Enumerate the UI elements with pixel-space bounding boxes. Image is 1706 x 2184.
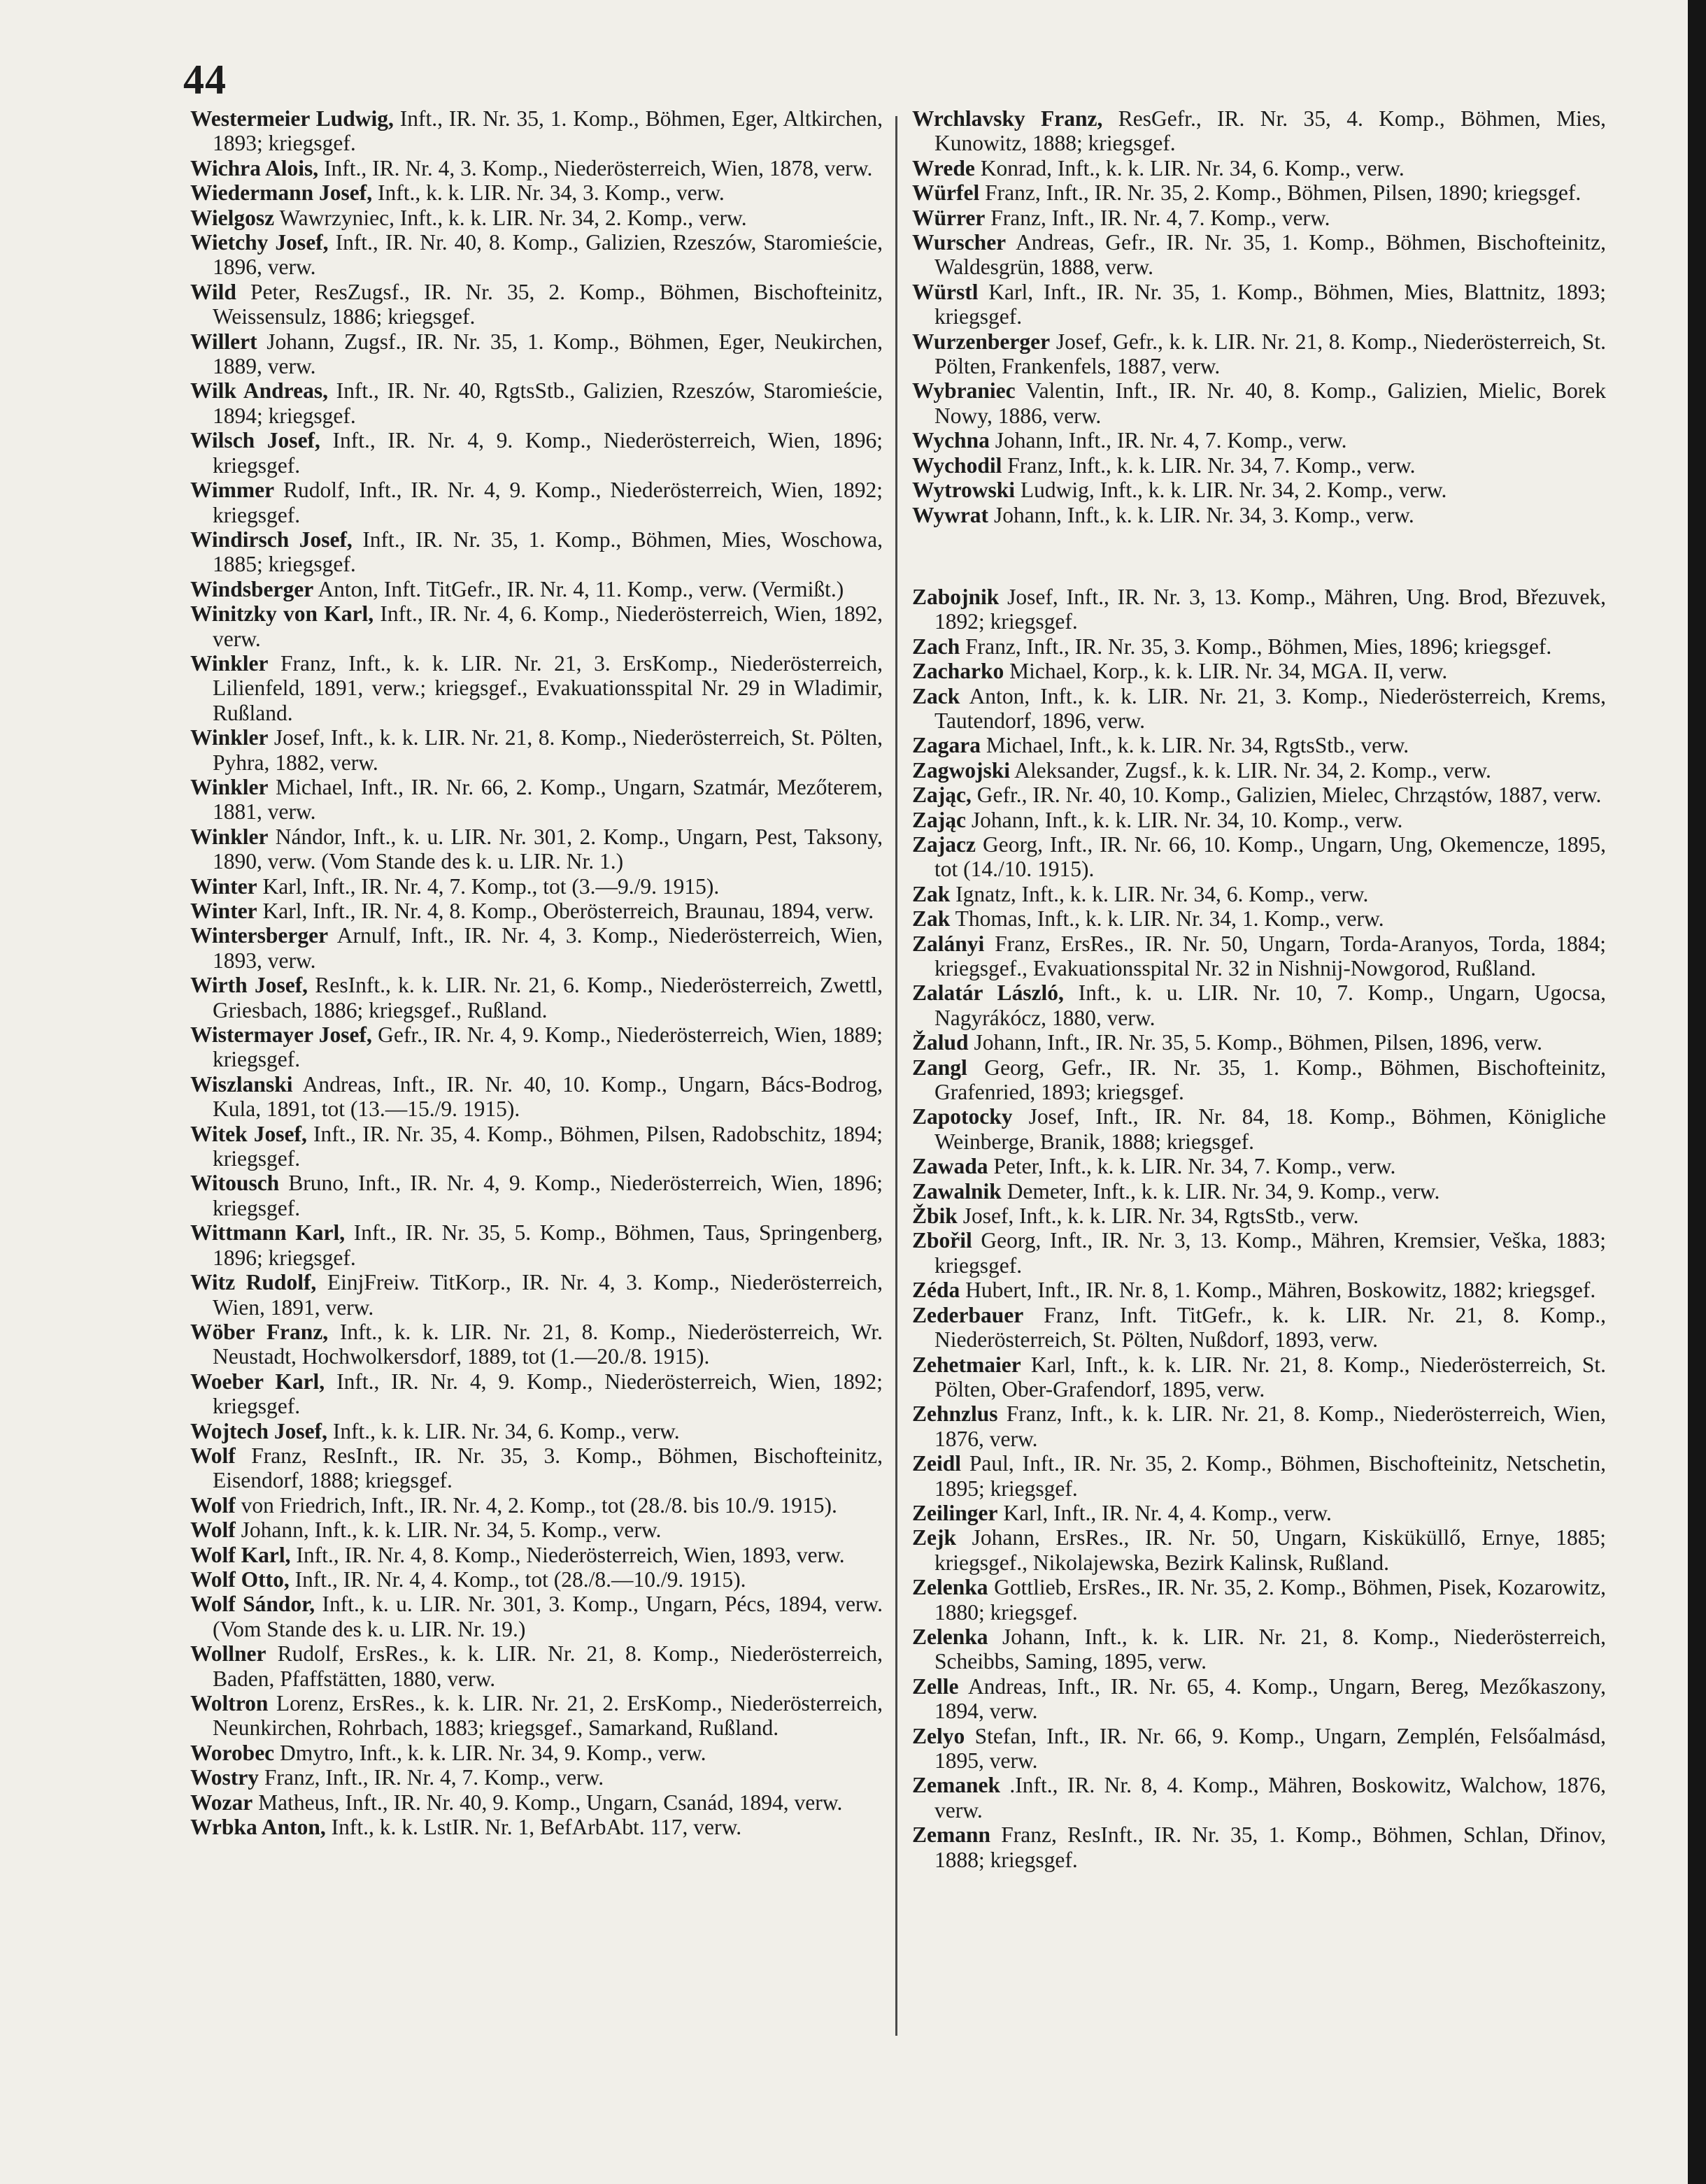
entry-name: Zapotocky	[912, 1104, 1013, 1129]
register-entry	[190, 1419, 883, 1443]
entry-name: Wolf Sándor,	[190, 1592, 315, 1617]
entry-details: Michael, Korp., k. k. LIR. Nr. 34, MGA. II, verw.	[1009, 659, 1448, 684]
entry-name: Würrer	[912, 205, 986, 230]
z-section	[912, 585, 1606, 1872]
entry-name: Zak	[912, 906, 951, 932]
entry-name: Zelle	[912, 1673, 959, 1699]
entry-name: Wolf Karl,	[190, 1542, 291, 1567]
entry-name: Winkler	[190, 824, 269, 849]
register-entry	[190, 1122, 883, 1171]
entry-details: Karl, Inft., IR. Nr. 4, 4. Komp., verw.	[1003, 1500, 1332, 1525]
entry-name: Zelenka	[912, 1575, 988, 1600]
register-entry	[190, 180, 883, 205]
entry-name: Winter	[190, 899, 257, 923]
entry-details: Konrad, Inft., k. k. LIR. Nr. 34, 6. Komp., verw.	[980, 155, 1405, 180]
entry-name: Winkler	[190, 774, 269, 799]
entry-details: Dmytro, Inft., k. k. LIR. Nr. 34, 9. Komp., verw.	[280, 1740, 706, 1765]
register-entry	[912, 1575, 1606, 1625]
entry-details: Demeter, Inft., k. k. LIR. Nr. 34, 9. Komp., verw.	[1007, 1178, 1440, 1204]
entry-details: Josef, Inft., k. k. LIR. Nr. 21, 8. Komp., Niederösterreich, St. Pölten, Pyhra, 1882, verw.	[213, 725, 883, 775]
register-entry	[912, 280, 1606, 329]
entry-name: Zederbauer	[912, 1302, 1024, 1327]
entry-name: Wostry	[190, 1765, 259, 1790]
entry-details: Inft., IR. Nr. 35, 1. Komp., Böhmen, Mies, Woschowa, 1885; kriegsgef.	[213, 527, 883, 577]
entry-name: Wietchy Josef,	[190, 230, 329, 255]
entry-name: Zach	[912, 634, 960, 659]
register-entry	[912, 478, 1606, 502]
entry-details: Inft., IR. Nr. 4, 6. Komp., Niederösterreich, Wien, 1892, verw.	[213, 601, 883, 651]
entry-details: Ignatz, Inft., k. k. LIR. Nr. 34, 6. Komp., verw.	[955, 881, 1369, 906]
register-entry	[190, 230, 883, 280]
entry-details: EinjFreiw. TitKorp., IR. Nr. 4, 3. Komp., Niederösterreich, Wien, 1891, verw.	[213, 1270, 883, 1320]
register-entry	[912, 1625, 1606, 1674]
register-entry	[912, 1154, 1606, 1178]
entry-name: Wolf Otto,	[190, 1566, 290, 1592]
entry-name: Windirsch Josef,	[190, 527, 353, 552]
entry-name: Zak	[912, 881, 951, 906]
register-entry	[912, 180, 1606, 205]
entry-name: Wolf	[190, 1492, 236, 1518]
entry-details: Josef, Inft., IR. Nr. 84, 18. Komp., Böhmen, Königliche Weinberge, Branik, 1888; kriegsgef.	[934, 1104, 1607, 1154]
register-entry	[190, 329, 883, 379]
entry-name: Zalányi	[912, 931, 985, 956]
entry-name: Wild	[190, 279, 236, 304]
entry-name: Wimmer	[190, 478, 275, 503]
entry-name: Wurscher	[912, 230, 1007, 255]
register-entry	[190, 1320, 883, 1369]
entry-name: Wielgosz	[190, 205, 275, 230]
entry-name: Wintersberger	[190, 923, 329, 948]
register-entry	[912, 808, 1606, 832]
entry-details: von Friedrich, Inft., IR. Nr. 4, 2. Komp., tot (28./8. bis 10./9. 1915).	[241, 1492, 837, 1518]
entry-details: Inft., IR. Nr. 35, 4. Komp., Böhmen, Pilsen, Radobschitz, 1894; kriegsgef.	[213, 1121, 883, 1171]
register-entry	[912, 980, 1606, 1030]
entry-details: Josef, Gefr., k. k. LIR. Nr. 21, 8. Komp., Niederösterreich, St. Pölten, Frankenfels, 1887, verw.	[934, 329, 1606, 379]
register-entry	[190, 478, 883, 527]
entry-name: Zagwojski	[912, 757, 1011, 783]
entry-details: Inft., k. u. LIR. Nr. 301, 3. Komp., Ungarn, Pécs, 1894, verw. (Vom Stande des k. u. LIR. Nr. 19.)	[213, 1592, 883, 1641]
entry-details: Johann, Inft., k. k. LIR. Nr. 21, 8. Komp., Niederösterreich, Scheibbs, Saming, 1895, verw.	[934, 1624, 1606, 1674]
entry-name: Westermeier Ludwig,	[190, 106, 394, 131]
page-number: 44	[183, 57, 227, 103]
register-entry	[912, 882, 1606, 906]
entry-name: Wolf	[190, 1443, 236, 1468]
register-entry	[190, 527, 883, 577]
entry-details: Johann, ErsRes., IR. Nr. 50, Ungarn, Kisküküllő, Ernye, 1885; kriegsgef., Nikolajewska, Bezirk Kalinsk, Rußland.	[934, 1525, 1606, 1575]
entry-name: Wurzenberger	[912, 329, 1051, 354]
entry-name: Wozar	[190, 1790, 253, 1815]
register-entry	[912, 932, 1606, 981]
register-entry	[190, 1741, 883, 1765]
register-entry	[190, 775, 883, 825]
entry-name: Zając,	[912, 783, 972, 808]
register-entry	[190, 156, 883, 180]
page-edge	[1688, 0, 1706, 2184]
register-entry	[912, 453, 1606, 478]
entry-name: Wilsch Josef,	[190, 428, 320, 453]
entry-name: Wytrowski	[912, 478, 1016, 503]
entry-name: Wojtech Josef,	[190, 1418, 327, 1443]
entry-name: Zalatár László,	[912, 980, 1064, 1006]
register-entry	[190, 1270, 883, 1320]
register-entry	[912, 758, 1606, 783]
register-entry	[912, 783, 1606, 807]
entry-details: Inft., IR. Nr. 4, 8. Komp., Niederösterreich, Wien, 1893, verw.	[296, 1542, 845, 1567]
entry-details: Andreas, Inft., IR. Nr. 65, 4. Komp., Ungarn, Bereg, Mezőkaszony, 1894, verw.	[934, 1673, 1606, 1724]
right-column	[912, 106, 1606, 1872]
section-gap	[912, 527, 1606, 585]
entry-details: Franz, Inft., IR. Nr. 4, 7. Komp., verw.	[990, 205, 1330, 230]
entry-details: Peter, Inft., k. k. LIR. Nr. 34, 7. Komp., verw.	[993, 1154, 1396, 1179]
entry-details: Inft., IR. Nr. 4, 3. Komp., Niederösterreich, Wien, 1878, verw.	[324, 155, 873, 180]
entry-details: Stefan, Inft., IR. Nr. 66, 9. Komp., Ungarn, Zemplén, Felsőalmásd, 1895, verw.	[934, 1723, 1606, 1773]
entry-details: Franz, Inft., IR. Nr. 4, 7. Komp., verw.	[264, 1765, 604, 1790]
entry-details: Matheus, Inft., IR. Nr. 40, 9. Komp., Ungarn, Csanád, 1894, verw.	[258, 1790, 843, 1815]
register-entry	[190, 1072, 883, 1122]
entry-name: Wiedermann Josef,	[190, 180, 373, 206]
entry-name: Wybraniec	[912, 378, 1016, 404]
register-entry	[190, 106, 883, 156]
entry-details: Michael, Inft., IR. Nr. 66, 2. Komp., Ungarn, Szatmár, Mezőterem, 1881, verw.	[213, 774, 883, 825]
entry-details: Valentin, Inft., IR. Nr. 40, 8. Komp., Galizien, Mielic, Borek Nowy, 1886, verw.	[934, 378, 1606, 428]
left-column	[190, 106, 883, 1839]
entry-name: Zelyo	[912, 1723, 965, 1748]
register-entry	[912, 906, 1606, 931]
entry-details: Thomas, Inft., k. k. LIR. Nr. 34, 1. Komp., verw.	[955, 906, 1384, 932]
entry-details: Gottlieb, ErsRes., IR. Nr. 35, 2. Komp., Böhmen, Pisek, Kozarowitz, 1880; kriegsgef.	[934, 1575, 1606, 1625]
entry-details: Inft., IR. Nr. 4, 4. Komp., tot (28./8.—10./9. 1915).	[294, 1566, 746, 1592]
entry-details: Paul, Inft., IR. Nr. 35, 2. Komp., Böhmen, Bischofteinitz, Netschetin, 1895; kriegsgef.	[934, 1451, 1606, 1501]
register-entry	[912, 733, 1606, 757]
register-entry	[912, 1822, 1606, 1872]
entry-details: Hubert, Inft., IR. Nr. 8, 1. Komp., Mähren, Boskowitz, 1882; kriegsgef.	[965, 1278, 1596, 1303]
entry-details: Anton, Inft. TitGefr., IR. Nr. 4, 11. Komp., verw. (Vermißt.)	[318, 576, 844, 601]
register-entry	[912, 329, 1606, 379]
entry-details: Franz, ErsRes., IR. Nr. 50, Ungarn, Torda-Aranyos, Torda, 1884; kriegsgef., Evakuationsspital Nr. 32 in Nishnij-Nowgorod, Rußland.	[934, 931, 1607, 980]
entry-name: Žbik	[912, 1204, 958, 1229]
register-entry	[190, 378, 883, 428]
register-entry	[190, 1641, 883, 1691]
entry-name: Zehetmaier	[912, 1352, 1021, 1377]
entry-details: Inft., IR. Nr. 4, 9. Komp., Niederösterreich, Wien, 1892; kriegsgef.	[213, 1369, 883, 1419]
register-entry	[912, 1451, 1606, 1501]
entry-name: Wittmann Karl,	[190, 1220, 346, 1246]
entry-details: ResGefr., IR. Nr. 35, 4. Komp., Böhmen, Mies, Kunowitz, 1888; kriegsgef.	[934, 106, 1606, 156]
entry-details: Georg, Gefr., IR. Nr. 35, 1. Komp., Böhmen, Bischofteinitz, Grafenried, 1893; kriegsgef.	[934, 1055, 1607, 1105]
entry-details: Arnulf, Inft., IR. Nr. 4, 3. Komp., Niederösterreich, Wien, 1893, verw.	[213, 923, 883, 973]
entry-details: Rudolf, ErsRes., k. k. LIR. Nr. 21, 8. Komp., Niederösterreich, Baden, Pfaffstätten, 1880, verw.	[213, 1641, 883, 1691]
entry-details: Georg, Inft., IR. Nr. 3, 13. Komp., Mähren, Kremsier, Veška, 1883; kriegsgef.	[934, 1228, 1606, 1278]
entry-details: Nándor, Inft., k. u. LIR. Nr. 301, 2. Komp., Ungarn, Pest, Taksony, 1890, verw. (Vom Stande des k. u. LIR. Nr. 1.)	[213, 824, 883, 874]
entry-details: Karl, Inft., k. k. LIR. Nr. 21, 8. Komp., Niederösterreich, St. Pölten, Ober-Grafendorf, 1895, verw.	[934, 1352, 1606, 1401]
register-entry	[912, 156, 1606, 180]
register-entry	[912, 378, 1606, 428]
entry-name: Zejk	[912, 1525, 956, 1550]
entry-details: Lorenz, ErsRes., k. k. LIR. Nr. 21, 2. ErsKomp., Niederösterreich, Neunkirchen, Rohrbach, 1883; kriegsgef., Samarkand, Rußland.	[213, 1691, 883, 1741]
entry-details: Georg, Inft., IR. Nr. 66, 10. Komp., Ungarn, Ung, Okemencze, 1895, tot (14./10. 1915).	[934, 832, 1606, 882]
entry-details: Johann, Inft., k. k. LIR. Nr. 34, 3. Komp., verw.	[993, 502, 1414, 527]
entry-name: Wrbka Anton,	[190, 1815, 326, 1840]
entry-details: Michael, Inft., k. k. LIR. Nr. 34, RgtsStb., verw.	[986, 733, 1409, 758]
entry-details: Johann, Zugsf., IR. Nr. 35, 1. Komp., Böhmen, Eger, Neukirchen, 1889, verw.	[213, 329, 883, 379]
entry-name: Winkler	[190, 725, 269, 750]
entry-details: Johann, Inft., IR. Nr. 35, 5. Komp., Böhmen, Pilsen, 1896, verw.	[974, 1030, 1542, 1055]
register-entry	[190, 280, 883, 329]
entry-name: Wychodil	[912, 452, 1002, 478]
entry-name: Zajacz	[912, 832, 976, 857]
entry-name: Winter	[190, 873, 257, 899]
entry-name: Woltron	[190, 1691, 269, 1715]
entry-name: Zemann	[912, 1822, 991, 1848]
entry-name: Winkler	[190, 650, 269, 676]
column-divider	[895, 116, 897, 2036]
entry-details: Karl, Inft., IR. Nr. 35, 1. Komp., Böhmen, Mies, Blattnitz, 1893; kriegsgef.	[934, 279, 1606, 329]
entry-details: Gefr., IR. Nr. 4, 9. Komp., Niederösterreich, Wien, 1889; kriegsgef.	[213, 1022, 883, 1072]
entry-details: Bruno, Inft., IR. Nr. 4, 9. Komp., Niederösterreich, Wien, 1896; kriegsgef.	[213, 1171, 883, 1220]
register-entry	[912, 1525, 1606, 1575]
entry-name: Zehnzlus	[912, 1401, 998, 1427]
register-entry	[912, 1204, 1606, 1228]
entry-details: Inft., k. k. LIR. Nr. 21, 8. Komp., Niederösterreich, Wr. Neustadt, Hochwolkersdorf, 1889, tot (1.—20./8. 1915).	[213, 1319, 883, 1369]
register-entry	[190, 1543, 883, 1567]
entry-name: Willert	[190, 329, 257, 354]
entry-details: Inft., k. k. LIR. Nr. 34, 3. Komp., verw.	[378, 180, 725, 206]
entry-name: Wöber Franz,	[190, 1319, 329, 1344]
entry-name: Wilk Andreas,	[190, 378, 328, 404]
entry-details: Josef, Inft., k. k. LIR. Nr. 34, RgtsStb., verw.	[962, 1204, 1359, 1229]
register-entry	[912, 659, 1606, 683]
w-section	[912, 106, 1606, 527]
register-entry	[912, 428, 1606, 452]
entry-details: Rudolf, Inft., IR. Nr. 4, 9. Komp., Niederösterreich, Wien, 1892; kriegsgef.	[213, 478, 883, 527]
entry-details: Aleksander, Zugsf., k. k. LIR. Nr. 34, 2. Komp., verw.	[1014, 757, 1491, 783]
register-entry	[190, 1493, 883, 1518]
register-entry	[190, 973, 883, 1022]
entry-name: Wywrat	[912, 502, 989, 527]
entry-name: Windsberger	[190, 576, 314, 601]
entry-details: Peter, ResZugsf., IR. Nr. 35, 2. Komp., Böhmen, Bischofteinitz, Weissensulz, 1886; kriegsgef.	[213, 279, 883, 329]
register-entry	[912, 1773, 1606, 1822]
entry-details: Inft., k. k. LIR. Nr. 34, 6. Komp., verw.	[332, 1418, 680, 1443]
entry-name: Zbořil	[912, 1228, 972, 1253]
entry-details: Franz, ResInft., IR. Nr. 35, 1. Komp., Böhmen, Schlan, Dřinov, 1888; kriegsgef.	[934, 1822, 1606, 1872]
register-entry	[912, 634, 1606, 659]
register-entry	[190, 1790, 883, 1815]
register-entry	[912, 1724, 1606, 1773]
entry-name: Woeber Karl,	[190, 1369, 325, 1394]
register-entry	[912, 684, 1606, 734]
register-entry	[190, 1567, 883, 1592]
entry-details: ResInft., k. k. LIR. Nr. 21, 6. Komp., Niederösterreich, Zwettl, Griesbach, 1886; kriegsgef., Rußland.	[213, 973, 883, 1022]
entry-name: Zangl	[912, 1055, 967, 1080]
entry-name: Wychna	[912, 428, 990, 453]
entry-name: Wrchlavsky Franz,	[912, 106, 1103, 131]
register-entry	[190, 651, 883, 725]
entry-details: Inft., IR. Nr. 40, RgtsStb., Galizien, Rzeszów, Staromieście, 1894; kriegsgef.	[213, 378, 883, 428]
entry-name: Wistermayer Josef,	[190, 1022, 372, 1048]
register-entry	[190, 899, 883, 923]
register-entry	[912, 503, 1606, 527]
register-entry	[912, 585, 1606, 634]
entry-details: Franz, Inft., IR. Nr. 35, 3. Komp., Böhmen, Mies, 1896; kriegsgef.	[965, 634, 1552, 659]
register-entry	[912, 1104, 1606, 1154]
entry-name: Winitzky von Karl,	[190, 601, 374, 627]
entry-details: Inft., IR. Nr. 4, 9. Komp., Niederösterreich, Wien, 1896; kriegsgef.	[213, 428, 883, 478]
register-entry	[190, 428, 883, 478]
entry-details: Inft., k. u. LIR. Nr. 10, 7. Komp., Ungarn, Ugocsa, Nagyrákócz, 1880, verw.	[934, 980, 1606, 1030]
entry-name: Zeilinger	[912, 1500, 998, 1525]
entry-details: Inft., IR. Nr. 35, 5. Komp., Böhmen, Taus, Springenberg, 1896; kriegsgef.	[213, 1220, 883, 1270]
entry-name: Worobec	[190, 1740, 275, 1765]
register-entry	[190, 1369, 883, 1419]
entry-name: Zeidl	[912, 1451, 962, 1476]
entry-details: Andreas, Inft., IR. Nr. 40, 10. Komp., Ungarn, Bács-Bodrog, Kula, 1891, tot (13.—15./9. 1915).	[213, 1071, 883, 1122]
entry-details: Johann, Inft., IR. Nr. 4, 7. Komp., verw.	[995, 428, 1347, 453]
entry-details: Franz, Inft., k. k. LIR. Nr. 21, 3. ErsKomp., Niederösterreich, Lilienfeld, 1891, verw.; kriegsgef., Evakuationsspital Nr. 29 in Wladimir, Rußland.	[213, 650, 883, 725]
entry-details: Ludwig, Inft., k. k. LIR. Nr. 34, 2. Komp., verw.	[1020, 478, 1447, 503]
register-entry	[190, 577, 883, 601]
register-entry	[190, 1592, 883, 1641]
entry-name: Zawalnik	[912, 1178, 1002, 1204]
entry-details: Inft., IR. Nr. 35, 1. Komp., Böhmen, Eger, Altkirchen, 1893; kriegsgef.	[213, 106, 883, 156]
entry-name: Zemanek	[912, 1773, 1000, 1798]
register-entry	[190, 1691, 883, 1741]
register-entry	[190, 1518, 883, 1542]
entry-details: Inft., k. k. LstIR. Nr. 1, BefArbAbt. 117, verw.	[331, 1815, 742, 1840]
entry-details: Karl, Inft., IR. Nr. 4, 8. Komp., Oberösterreich, Braunau, 1894, verw.	[262, 899, 874, 923]
entry-name: Witousch	[190, 1171, 280, 1196]
entry-name: Zacharko	[912, 659, 1004, 684]
register-entry	[190, 1765, 883, 1790]
entry-details: Franz, Inft., k. k. LIR. Nr. 21, 8. Komp., Niederösterreich, Wien, 1876, verw.	[934, 1401, 1606, 1451]
register-entry	[912, 1303, 1606, 1352]
entry-details: Andreas, Gefr., IR. Nr. 35, 1. Komp., Böhmen, Bischofteinitz, Waldesgrün, 1888, verw.	[934, 230, 1607, 280]
entry-details: Johann, Inft., k. k. LIR. Nr. 34, 5. Komp., verw.	[241, 1518, 662, 1543]
register-entry	[912, 1055, 1606, 1105]
entry-name: Zéda	[912, 1278, 960, 1303]
entry-name: Wolf	[190, 1518, 236, 1543]
entry-name: Zack	[912, 683, 960, 708]
entry-details: Inft., IR. Nr. 40, 8. Komp., Galizien, Rzeszów, Staromieście, 1896, verw.	[213, 230, 883, 280]
register-entry	[912, 1352, 1606, 1402]
entry-details: Wawrzyniec, Inft., k. k. LIR. Nr. 34, 2. Komp., verw.	[279, 205, 747, 230]
entry-details: Franz, Inft., k. k. LIR. Nr. 34, 7. Komp., verw.	[1007, 452, 1416, 478]
entry-details: Franz, Inft. TitGefr., k. k. LIR. Nr. 21, 8. Komp., Niederösterreich, St. Pölten, Nußdorf, 1893, verw.	[934, 1302, 1607, 1352]
register-entry	[912, 1179, 1606, 1204]
register-entry	[190, 825, 883, 874]
register-entry	[190, 1171, 883, 1220]
entry-name: Zawada	[912, 1154, 988, 1179]
entry-name: Žalud	[912, 1030, 969, 1055]
register-entry	[190, 923, 883, 973]
register-entry	[190, 1815, 883, 1839]
entry-details: Johann, Inft., k. k. LIR. Nr. 34, 10. Komp., verw.	[971, 807, 1403, 832]
entry-name: Wirth Josef,	[190, 973, 308, 998]
register-entry	[190, 725, 883, 775]
register-entry	[912, 1674, 1606, 1724]
entry-name: Würfel	[912, 180, 980, 206]
entry-name: Zelenka	[912, 1624, 988, 1649]
register-entry	[912, 230, 1606, 280]
register-entry	[912, 206, 1606, 230]
entry-name: Wrede	[912, 155, 975, 180]
entry-name: Witek Josef,	[190, 1121, 307, 1146]
register-entry	[912, 1401, 1606, 1451]
register-entry	[912, 1501, 1606, 1525]
register-entry	[912, 832, 1606, 882]
entry-name: Wollner	[190, 1641, 266, 1666]
register-entry	[190, 206, 883, 230]
register-entry	[912, 1030, 1606, 1055]
register-entry	[190, 601, 883, 651]
entry-name: Zając	[912, 807, 966, 832]
entry-name: Würstl	[912, 279, 979, 304]
register-entry	[190, 1443, 883, 1493]
entry-name: Zabojnik	[912, 584, 1000, 609]
register-entry	[912, 1228, 1606, 1278]
entry-name: Wichra Alois,	[190, 155, 319, 180]
register-entry	[190, 874, 883, 899]
register-entry	[912, 106, 1606, 156]
entry-name: Witz Rudolf,	[190, 1270, 317, 1295]
entry-details: Karl, Inft., IR. Nr. 4, 7. Komp., tot (3.—9./9. 1915).	[262, 873, 720, 899]
entry-details: Gefr., IR. Nr. 40, 10. Komp., Galizien, Mielec, Chrząstów, 1887, verw.	[976, 783, 1602, 808]
entry-details: Anton, Inft., k. k. LIR. Nr. 21, 3. Komp., Niederösterreich, Krems, Tautendorf, 1896, verw.	[934, 683, 1607, 733]
entry-details: Franz, Inft., IR. Nr. 35, 2. Komp., Böhmen, Pilsen, 1890; kriegsgef.	[985, 180, 1581, 206]
entry-details: Josef, Inft., IR. Nr. 3, 13. Komp., Mähren, Ung. Brod, Březuvek, 1892; kriegsgef.	[934, 584, 1607, 634]
entry-details: Franz, ResInft., IR. Nr. 35, 3. Komp., Böhmen, Bischofteinitz, Eisendorf, 1888; kriegsgef.	[213, 1443, 883, 1493]
register-entry	[912, 1278, 1606, 1302]
register-entry	[190, 1220, 883, 1270]
entry-name: Wiszlanski	[190, 1071, 293, 1097]
entry-name: Zagara	[912, 733, 981, 758]
entry-details: .Inft., IR. Nr. 8, 4. Komp., Mähren, Boskowitz, Walchow, 1876, verw.	[934, 1773, 1607, 1822]
register-entry	[190, 1022, 883, 1072]
